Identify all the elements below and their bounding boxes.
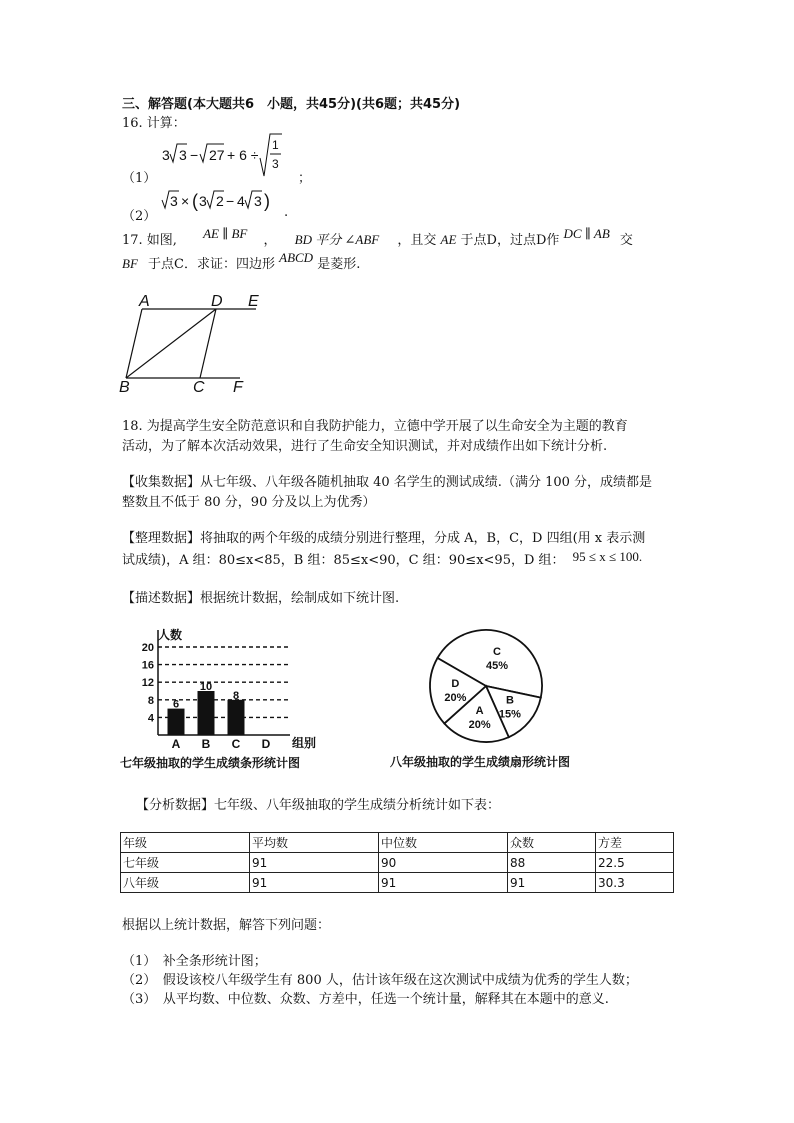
q17-math-4: DC ∥ AB — [563, 226, 610, 241]
category-label-c: C — [231, 737, 241, 751]
q16-item1-number: （1） — [122, 171, 157, 186]
table-header-cell: 方差 — [596, 833, 674, 853]
q17-line1 — [122, 226, 633, 250]
q17-text-1: 17. 如图, — [122, 233, 177, 248]
bar-chart-y-ticks — [142, 642, 155, 724]
q16-item2-end: . — [284, 205, 289, 220]
table-row — [121, 853, 674, 873]
label-d: D — [211, 293, 223, 310]
y-tick-label: 8 — [147, 694, 154, 707]
svg-text:×: × — [181, 193, 190, 209]
q16-item1-formula — [160, 132, 300, 178]
q16-label: 16. 计算： — [122, 116, 186, 131]
data-label-b: 10 — [199, 681, 213, 693]
grade7-bar-chart — [118, 622, 338, 774]
svg-text:−: − — [226, 193, 235, 209]
section-header: 三、解答题(本大题共6 小题，共45分)(共6题；共45分) — [122, 97, 461, 112]
q16-item2-number: （2） — [122, 209, 157, 224]
q18-intro-line1: 18. 为提高学生安全防范意识和自我防护能力，立德中学开展了以生命安全为主题的教育 — [122, 419, 628, 434]
q18-organize-text: 试成绩)，A 组：80≤x<85，B 组：85≤x<90，C 组：90≤x<95，D 组： — [122, 553, 565, 568]
pie-label-c: C — [493, 646, 502, 659]
bar-chart-title: 七年级抽取的学生成绩条形统计图 — [120, 756, 301, 770]
table-cell: 91 — [250, 873, 379, 893]
svg-text:+ 6 ÷: + 6 ÷ — [227, 147, 259, 163]
svg-text:−: − — [190, 147, 199, 163]
q16-item1-end: ； — [298, 171, 312, 186]
q18-question-1: （1） 补全条形统计图； — [122, 954, 267, 969]
table-cell: 22.5 — [596, 853, 674, 873]
svg-text:27: 27 — [209, 147, 225, 163]
pie-percent-c: 45% — [486, 660, 509, 673]
q18-collect-line2: 整数且不低于 80 分，90 分及以上为优秀） — [122, 495, 376, 510]
table-cell: 88 — [508, 853, 596, 873]
label-e: E — [248, 293, 259, 310]
q17-text-5: 交 — [619, 233, 633, 248]
q17-math-2: BD 平分 ∠ABF — [294, 232, 380, 247]
table-cell: 八年级 — [121, 873, 250, 893]
label-b: B — [119, 379, 130, 396]
table-cell: 七年级 — [121, 853, 250, 873]
category-label-a: A — [171, 737, 181, 751]
table-header-cell: 平均数 — [250, 833, 379, 853]
svg-text:3: 3 — [272, 157, 279, 171]
q17-line2 — [122, 250, 361, 274]
q18-analyze: 【分析数据】七年级、八年级抽取的学生成绩分析统计如下表： — [136, 798, 501, 813]
grade8-pie-chart — [382, 626, 642, 776]
y-tick-label: 4 — [147, 712, 154, 725]
data-label-a: 6 — [172, 698, 180, 711]
q18-organize-line2 — [122, 551, 642, 570]
table-header-cell: 年级 — [121, 833, 250, 853]
category-label-b: B — [201, 737, 211, 751]
q17-math-3: AE — [440, 232, 457, 247]
q18-based-on: 根据以上统计数据，解答下列问题： — [122, 918, 331, 933]
pie-chart-title: 八年级抽取的学生成绩扇形统计图 — [390, 755, 571, 769]
data-label-c: 8 — [232, 689, 240, 702]
q16-item2-expression — [160, 186, 280, 218]
q18-describe: 【描述数据】根据统计数据，绘制成如下统计图. — [122, 591, 400, 606]
table-header-row — [121, 833, 674, 853]
svg-text:2: 2 — [216, 193, 224, 209]
label-a: A — [139, 293, 150, 310]
bar-a — [168, 709, 185, 735]
table-cell: 91 — [379, 873, 508, 893]
q18-intro-line2: 活动，为了解本次活动效果，进行了生命安全知识测试，并对成绩作出如下统计分析. — [122, 439, 608, 454]
bar-chart-category-labels — [172, 737, 271, 751]
svg-text:): ) — [264, 191, 270, 211]
svg-text:4: 4 — [237, 193, 245, 209]
q17-text-2: ， — [263, 233, 277, 248]
q18-organize-math: 95 ≤ x ≤ 100. — [572, 549, 643, 564]
q17-math-1: AE ∥ BF — [203, 226, 248, 241]
bar-c — [228, 700, 245, 735]
pie-percent-a: 20% — [468, 719, 491, 732]
q17-math-6: ABCD — [279, 250, 314, 265]
bar-chart-ylabel: 人数 — [158, 628, 183, 642]
q18-question-3: （3） 从平均数、中位数、众数、方差中，任选一个统计量，解释其在本题中的意义. — [122, 992, 609, 1007]
rhombus-figure — [110, 288, 270, 398]
q18-collect-line1: 【收集数据】从七年级、八年级各随机抽取 40 名学生的测试成绩.（满分 100 分，成绩都是 — [122, 475, 653, 490]
table-cell: 91 — [508, 873, 596, 893]
svg-text:3: 3 — [162, 147, 170, 163]
q17-text-4: 于点D，过点D作 — [460, 233, 560, 248]
q17-math-5: BF — [122, 256, 138, 271]
pie-label-b: B — [505, 694, 514, 707]
label-c: C — [193, 379, 205, 396]
svg-text:3: 3 — [170, 193, 178, 209]
bar-b — [198, 691, 215, 735]
y-tick-label: 16 — [141, 659, 154, 672]
table-row — [121, 873, 674, 893]
y-tick-label: 20 — [141, 642, 154, 654]
y-tick-label: 12 — [141, 677, 154, 690]
q16-item1-expression — [160, 132, 300, 182]
pie-percent-b: 15% — [498, 708, 521, 721]
pie-label-d: D — [451, 678, 460, 691]
svg-text:1: 1 — [272, 138, 279, 152]
table-header-cell: 众数 — [508, 833, 596, 853]
table-cell: 90 — [379, 853, 508, 873]
pie-percent-d: 20% — [444, 692, 467, 705]
svg-text:3: 3 — [199, 193, 207, 209]
stats-table — [120, 832, 674, 893]
category-label-d: D — [261, 737, 271, 751]
table-cell: 91 — [250, 853, 379, 873]
q18-organize-line1: 【整理数据】将抽取的两个年级的成绩分别进行整理，分成 A，B，C，D 四组(用 x 表示测 — [122, 531, 646, 546]
table-cell: 30.3 — [596, 873, 674, 893]
q17-text-6: 于点C．求证：四边形 — [148, 257, 275, 272]
svg-text:3: 3 — [254, 193, 262, 209]
q17-text-7: 是菱形. — [317, 257, 361, 272]
q17-text-3: ，且交 — [397, 233, 437, 248]
q18-question-2: （2） 假设该校八年级学生有 800 人，估计该年级在这次测试中成绩为优秀的学生人数； — [122, 973, 638, 988]
pie-label-a: A — [475, 705, 484, 718]
q16-item2-formula — [160, 186, 280, 214]
label-f: F — [233, 379, 243, 396]
svg-text:3: 3 — [179, 147, 187, 163]
table-header-cell: 中位数 — [379, 833, 508, 853]
svg-text:(: ( — [192, 191, 198, 211]
bar-chart-xlabel: 组别 — [292, 736, 317, 750]
